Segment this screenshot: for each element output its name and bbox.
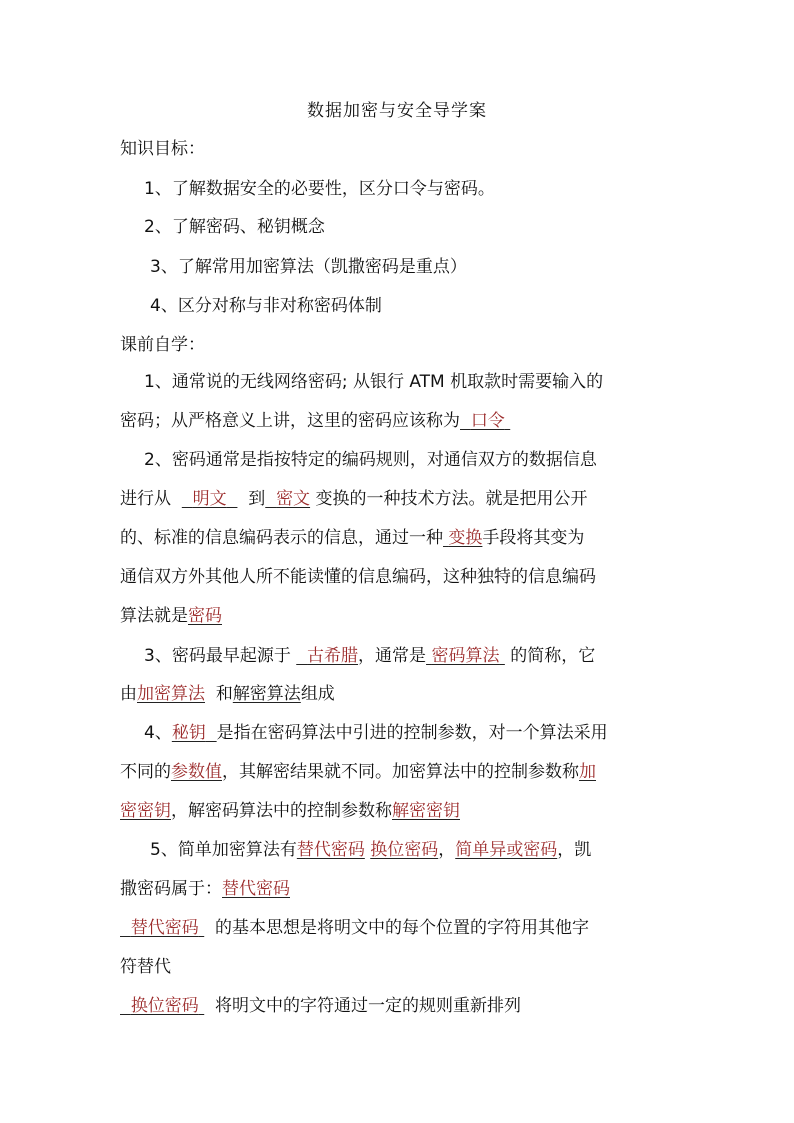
answer-text: 加密算法 bbox=[137, 684, 205, 704]
q2-text: 到 bbox=[248, 489, 266, 509]
q5-line bbox=[150, 838, 591, 862]
q2-line: 2、密码通常是指按特定的编码规则，对通信双方的数据信息 bbox=[144, 450, 597, 470]
q4-line bbox=[120, 760, 596, 784]
answer-text: 换位密码 bbox=[370, 840, 439, 860]
section-heading-goals: 知识目标： bbox=[120, 139, 205, 159]
q2-text: 算法就是 bbox=[120, 606, 188, 626]
q2-text: 的、标准的信息编码表示的信息，通过一种 bbox=[120, 528, 443, 548]
note-text: 将明文中的字符通过一定的规则重新排列 bbox=[215, 996, 522, 1016]
q4-text: 是指在密码算法中引进的控制参数，对一个算法采用 bbox=[216, 723, 608, 743]
answer-text: 加 bbox=[579, 762, 596, 782]
q2-line: 通信双方外其他人所不能读懂的信息编码，这种独特的信息编码 bbox=[120, 567, 596, 587]
q5-text: 5、简单加密算法有 bbox=[150, 840, 297, 860]
answer-blank bbox=[296, 646, 358, 666]
answer-text: 口令 bbox=[470, 411, 505, 431]
q4-text: ，其解密结果就不同。加密算法中的控制参数称 bbox=[222, 762, 579, 782]
q4-text: 4、 bbox=[144, 723, 172, 743]
q3-text: 组成 bbox=[300, 684, 335, 704]
answer-blank bbox=[120, 996, 204, 1016]
q2-text: 手段将其变为 bbox=[482, 528, 585, 548]
q1-text: 密码；从严格意义上讲，这里的密码应该称为 bbox=[120, 411, 460, 431]
goal-item: 1、了解数据安全的必要性，区分口令与密码。 bbox=[144, 179, 495, 199]
q2-text: 变换的一种技术方法。就是把用公开 bbox=[315, 489, 588, 509]
q1-line bbox=[120, 409, 510, 433]
note-line bbox=[120, 994, 521, 1018]
q2-text: 进行从 bbox=[120, 489, 171, 509]
q4-text: 不同的 bbox=[120, 762, 171, 782]
q3-text: 由 bbox=[120, 684, 137, 704]
q5-line bbox=[120, 877, 290, 901]
answer-text: 参数值 bbox=[171, 762, 222, 782]
q3-text: 和 bbox=[215, 684, 233, 704]
q3-line bbox=[120, 682, 335, 706]
q1-line: 1、通常说的无线网络密码; 从银行 ATM 机取款时需要输入的 bbox=[144, 372, 604, 392]
answer-text: 解密密钥 bbox=[392, 801, 460, 821]
answer-blank bbox=[265, 489, 310, 509]
q2-line bbox=[120, 526, 584, 550]
q3-text: 3、密码最早起源于 bbox=[144, 646, 291, 666]
q3-text: ，通常是 bbox=[358, 646, 427, 666]
answer-text: 古希腊 bbox=[307, 646, 359, 666]
answer-blank bbox=[443, 528, 482, 548]
answer-text: 秘钥 bbox=[171, 723, 206, 743]
q4-line bbox=[120, 799, 460, 823]
answer-blank bbox=[460, 411, 510, 431]
answer-text: 密码算法 bbox=[431, 646, 500, 666]
answer-blank bbox=[172, 723, 217, 743]
q4-line bbox=[144, 721, 608, 745]
answer-text: 替代密码 bbox=[130, 918, 199, 938]
goal-item: 2、了解密码、秘钥概念 bbox=[144, 217, 325, 237]
q3-text: 的简称，它 bbox=[510, 646, 596, 666]
answer-text: 密文 bbox=[276, 489, 311, 509]
q5-text: ， bbox=[438, 840, 456, 860]
page-title: 数据加密与安全导学案 bbox=[307, 101, 487, 121]
answer-text: 替代密码 bbox=[222, 879, 290, 899]
q5-text: ，凯 bbox=[557, 840, 592, 860]
note-line bbox=[120, 916, 589, 940]
q3-line bbox=[144, 644, 595, 668]
answer-blank bbox=[426, 646, 505, 666]
answer-blank bbox=[120, 918, 204, 938]
answer-text: 替代密码 bbox=[296, 840, 365, 860]
q2-line bbox=[120, 487, 587, 511]
answer-text: 简单异或密码 bbox=[455, 840, 558, 860]
q4-text: ，解密码算法中的控制参数称 bbox=[171, 801, 392, 821]
goal-item: 3、了解常用加密算法（凯撒密码是重点） bbox=[150, 257, 467, 277]
q2-line bbox=[120, 604, 222, 628]
answer-text: 换位密码 bbox=[130, 996, 199, 1016]
answer-text: 解密算法 bbox=[232, 684, 301, 704]
answer-text: 密密钥 bbox=[120, 801, 171, 821]
q5-text: 撒密码属于： bbox=[120, 879, 222, 899]
section-heading-selfstudy: 课前自学： bbox=[120, 335, 205, 355]
answer-blank bbox=[182, 489, 238, 509]
goal-item: 4、区分对称与非对称密码体制 bbox=[150, 296, 382, 316]
note-text: 的基本思想是将明文中的每个位置的字符用其他字 bbox=[215, 918, 590, 938]
answer-text: 密码 bbox=[188, 606, 222, 626]
answer-text: 明文 bbox=[192, 489, 227, 509]
note-line: 符替代 bbox=[120, 957, 171, 977]
answer-text: 变换 bbox=[448, 528, 483, 548]
